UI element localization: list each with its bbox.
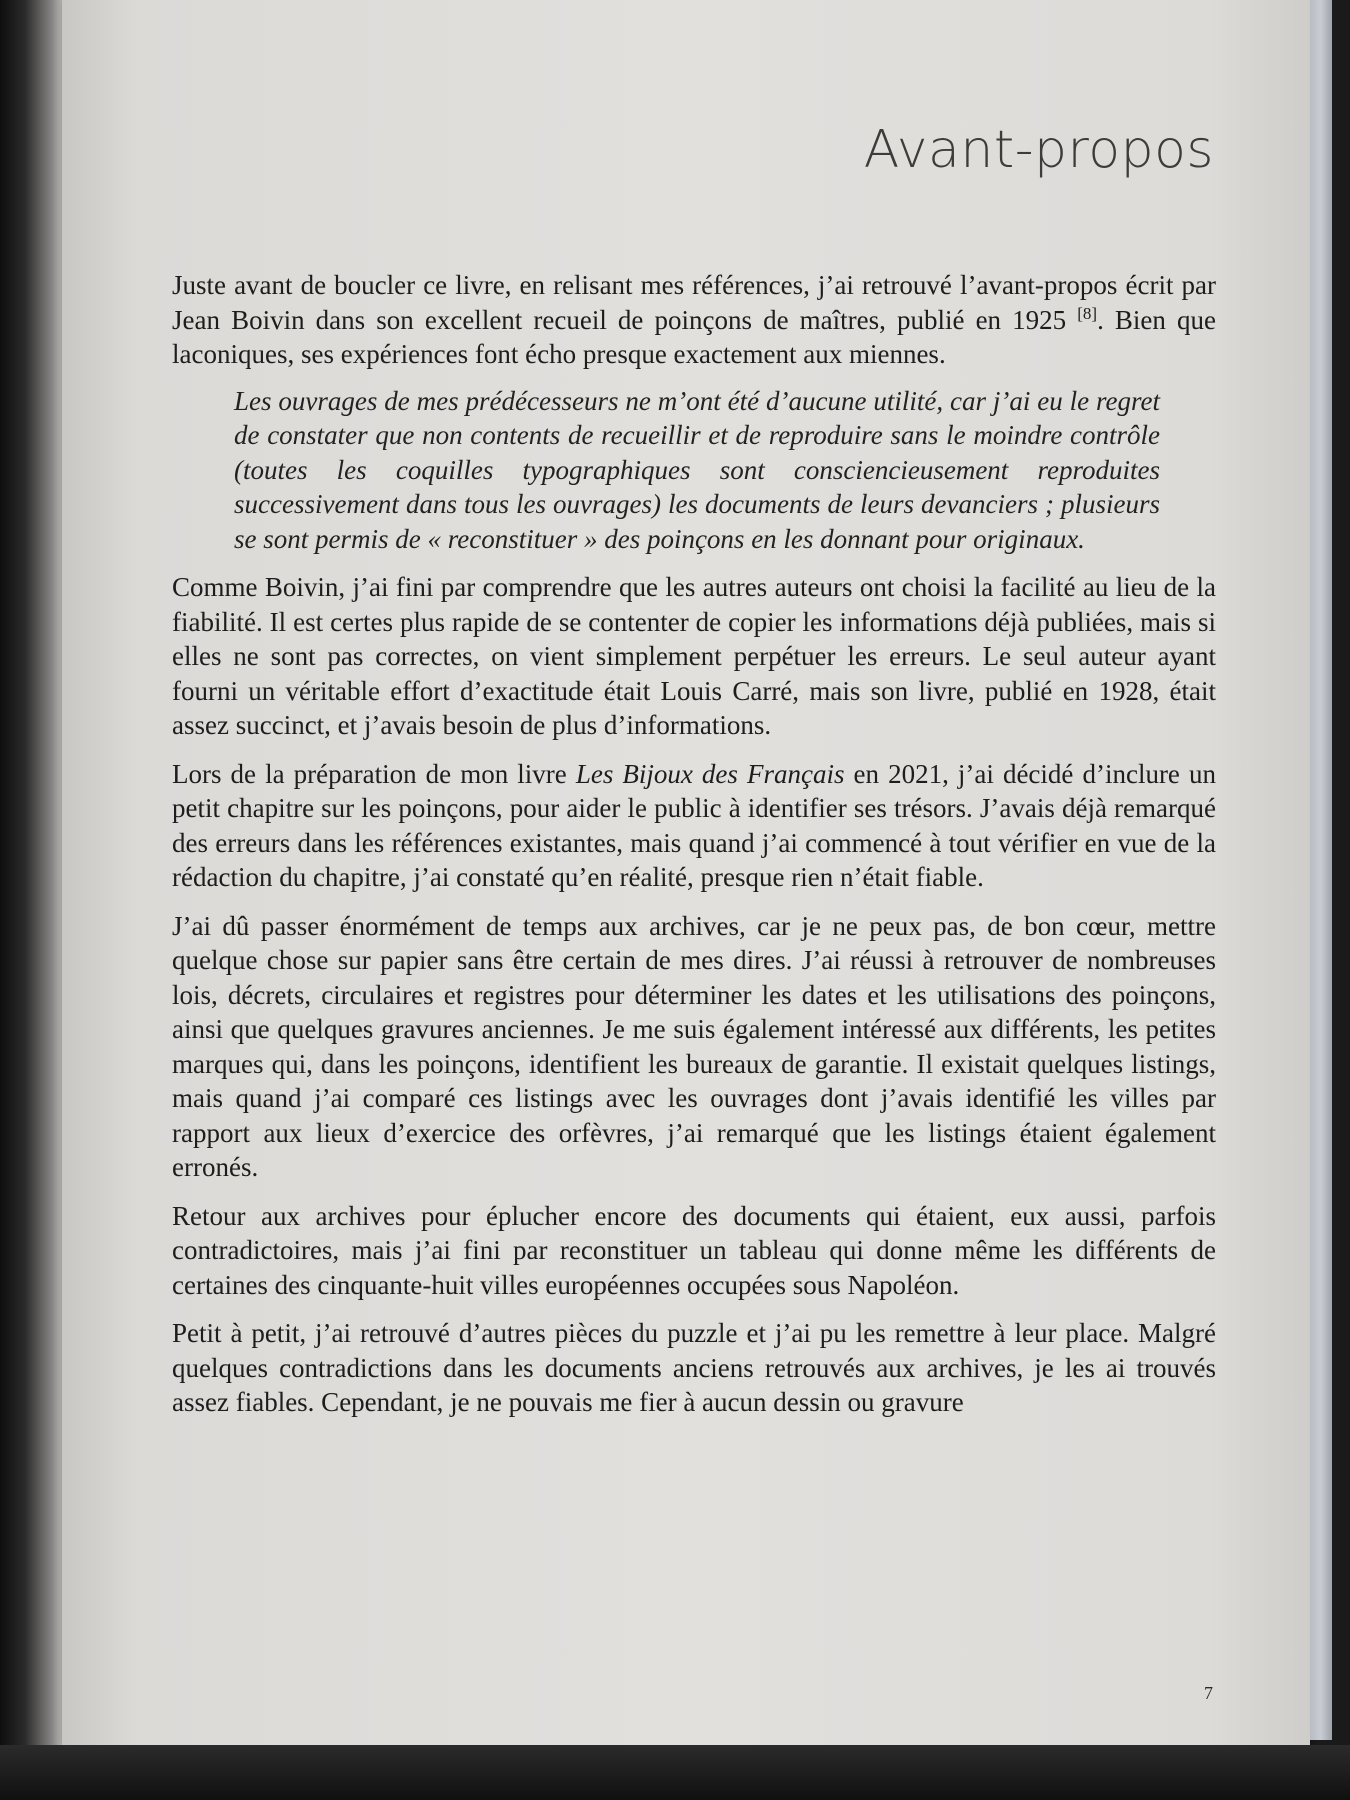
paragraph-5: Retour aux archives pour éplucher encore des documents qui étaient, eux aussi, parfois contradictoires, mais j’ai fini par reconstituer un tableau qui donne même les différents de certaines des cinquante-huit villes européennes occupées sous Napoléon. bbox=[172, 1200, 1216, 1300]
paragraph-6: Petit à petit, j’ai retrouvé d’autres pièces du puzzle et j’ai pu les remettre à leur place. Malgré quelques contradictions dans les documents anciens retrouvés aux archives, je les ai trouvés assez fiables. Cependant, je ne pouvais me fier à aucun dessin ou gravure bbox=[172, 1318, 1216, 1417]
paragraph-2: Comme Boivin, j’ai fini par comprendre que les autres auteurs ont choisi la facilité au lieu de la fiabilité. Il est certes plus rapide de se contenter de copier les informations déjà publiées, mais si elles ne sont pas correctes, on vient simplement perpétuer les erreurs. Le seul auteur ayant fourni un véritable effort d’exactitude était Louis Carré, mais son livre, publié en 1928, était assez succinct, et j’avais besoin de plus d’informations. bbox=[172, 572, 1216, 740]
page-number: 7 bbox=[1204, 1683, 1213, 1703]
page-right-edge bbox=[1310, 0, 1332, 1740]
paragraph-1-text: Juste avant de boucler ce livre, en relisant mes références, j’ai retrouvé l’avant-propos écrit par Jean Boivin dans son excellent recueil de poinçons de maîtres, publié en 1925 bbox=[172, 270, 1216, 335]
left-page-edge bbox=[0, 0, 62, 1760]
paragraph-1 bbox=[172, 268, 1216, 372]
paragraph-4: J’ai dû passer énormément de temps aux archives, car je ne peux pas, de bon cœur, mettre quelque chose sur papier sans être certain de mes dires. J’ai réussi à retrouver de nombreuses lois, décrets, circulaires et registres pour déterminer les dates et les utilisations des poinçons, ainsi que quelques gravures anciennes. Je me suis également intéressé aux différents, les petites marques qui, dans les poinçons, identifient les bureaux de garantie. Il existait quelques listings, mais quand j’ai comparé ces listings avec les ouvrages dont j’avais identifié les villes par rapport aux lieux d’exercice des orfèvres, j’ai remarqué que les listings étaient également erronés. bbox=[172, 910, 1216, 1182]
page-body bbox=[172, 268, 1216, 1434]
block-quote: Les ouvrages de mes prédécesseurs ne m’ont été d’aucune utilité, car j’ai eu le regret de constater que non contents de recueillir et de reproduire sans le moindre contrôle (toutes les coquilles typographiques sont consciencieusement reproduites successivement dans tous les ouvrages) les documents de leurs devanciers ; plusieurs se sont permis de « reconstituer » des poinçons en les donnant pour originaux. bbox=[234, 385, 1160, 554]
book-title: Les Bijoux des Français bbox=[575, 758, 845, 789]
page-title: Avant-propos bbox=[863, 120, 1214, 180]
footnote-reference: [8] bbox=[1077, 303, 1098, 323]
paragraph-3 bbox=[172, 757, 1216, 895]
paragraph-3-start: Lors de la préparation de mon livre bbox=[172, 758, 576, 789]
paragraph-1-tail: . Bien que laconiques, ses expériences font écho presque exactement aux miennes. bbox=[172, 304, 1216, 369]
bottom-shadow bbox=[0, 1745, 1350, 1800]
paragraph-3-end: en 2021, j’ai décidé d’inclure un petit chapitre sur les poinçons, pour aider le public à identifier ses trésors. J’avais déjà remarqué des erreurs dans les références existantes, mais quand j’ai commencé à tout vérifier en vue de la rédaction du chapitre, j’ai constaté qu’en réalité, presque rien n’était fiable. bbox=[172, 758, 1216, 892]
